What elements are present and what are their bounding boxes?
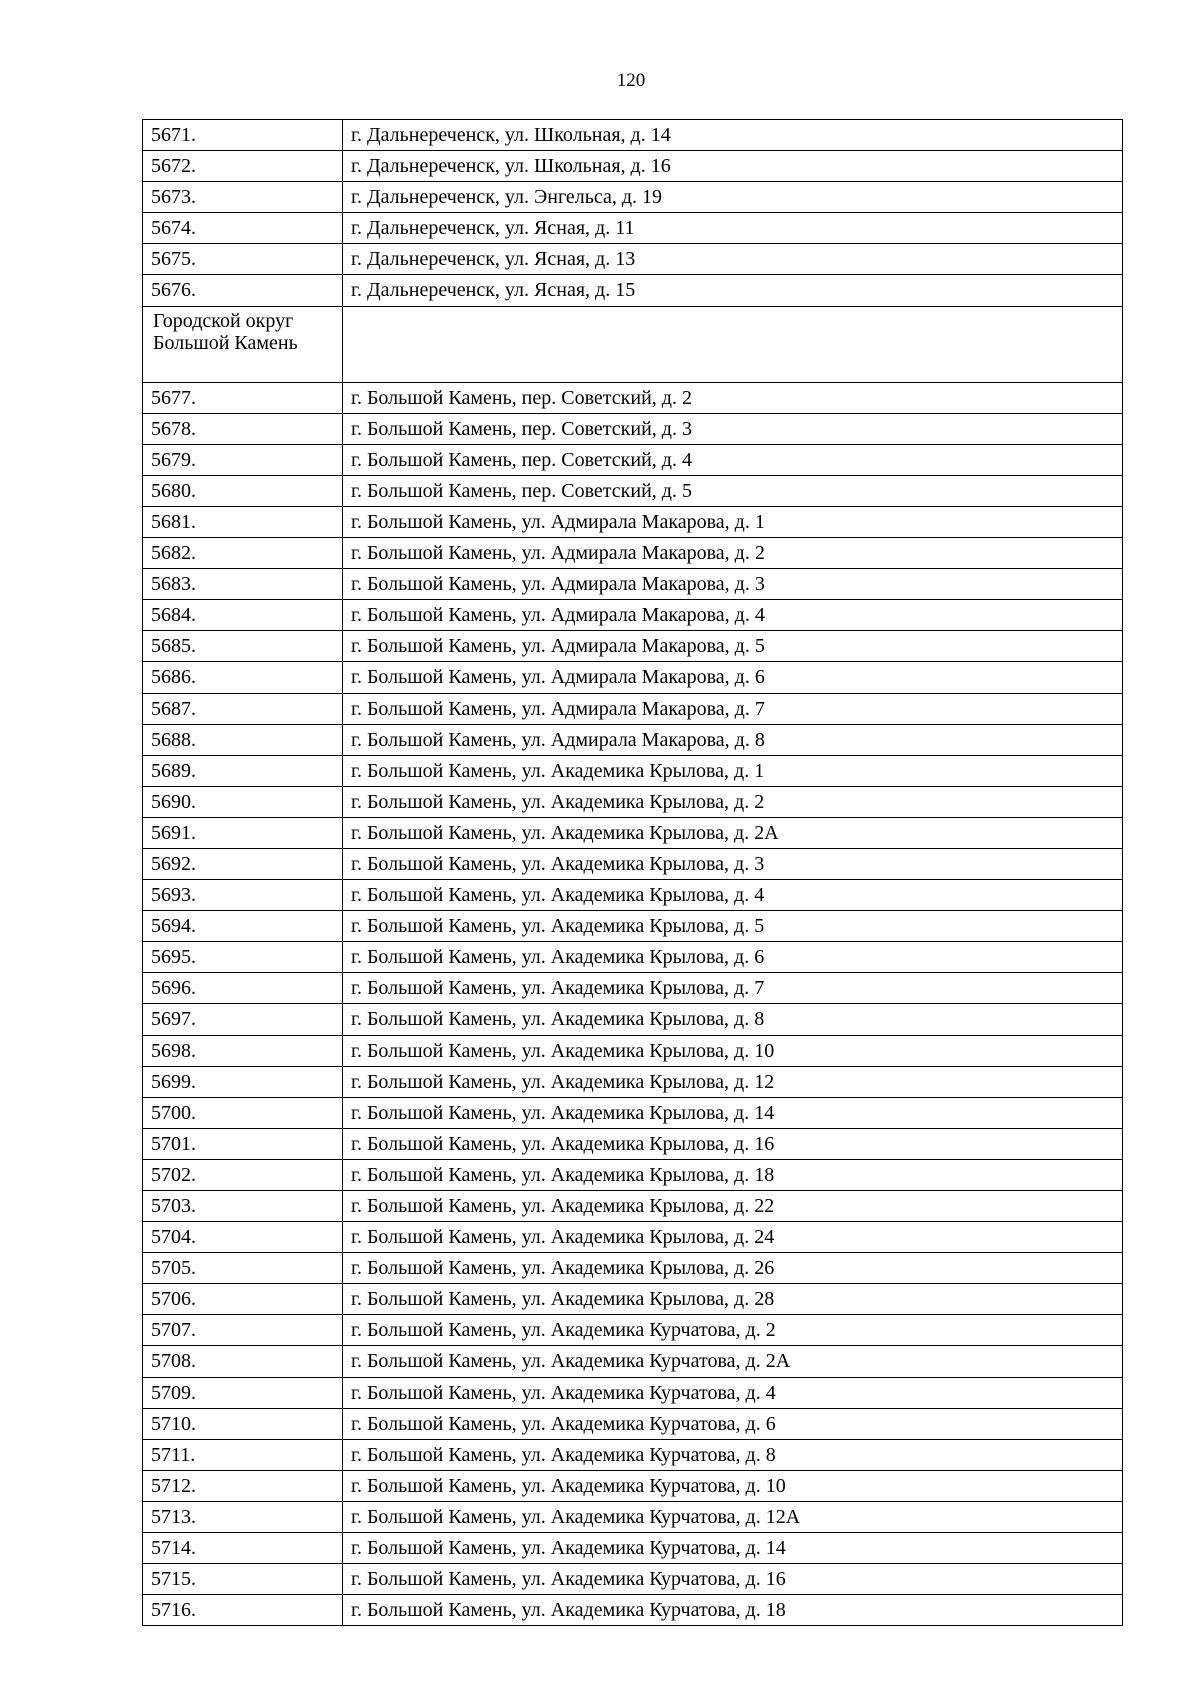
table-row xyxy=(143,1066,1123,1097)
row-number: 5703. xyxy=(143,1191,343,1222)
row-number: 5700. xyxy=(143,1097,343,1128)
row-number: 5710. xyxy=(143,1408,343,1439)
row-address: г. Большой Камень, ул. Адмирала Макарова, д. 1 xyxy=(343,506,1123,537)
row-number: 5681. xyxy=(143,506,343,537)
row-address: г. Большой Камень, ул. Академика Курчатова, д. 16 xyxy=(343,1564,1123,1595)
row-address: г. Большой Камень, ул. Академика Курчатова, д. 4 xyxy=(343,1377,1123,1408)
row-number: 5716. xyxy=(143,1595,343,1626)
row-address: г. Большой Камень, ул. Академика Курчатова, д. 10 xyxy=(343,1470,1123,1501)
row-address: г. Дальнереченск, ул. Школьная, д. 16 xyxy=(343,151,1123,182)
table-row xyxy=(143,182,1123,213)
address-table xyxy=(142,119,1123,1626)
row-number: 5711. xyxy=(143,1439,343,1470)
row-number: 5702. xyxy=(143,1159,343,1190)
row-address: г. Большой Камень, ул. Академика Крылова, д. 2А xyxy=(343,817,1123,848)
row-address: г. Большой Камень, пер. Советский, д. 5 xyxy=(343,475,1123,506)
row-address: г. Большой Камень, ул. Академика Курчатова, д. 2 xyxy=(343,1315,1123,1346)
row-number: 5705. xyxy=(143,1253,343,1284)
table-row xyxy=(143,1533,1123,1564)
table-row xyxy=(143,538,1123,569)
table-row xyxy=(143,600,1123,631)
table-row xyxy=(143,444,1123,475)
row-number: 5675. xyxy=(143,244,343,275)
table-row xyxy=(143,942,1123,973)
table-row xyxy=(143,1222,1123,1253)
row-address: г. Большой Камень, ул. Академика Крылова, д. 16 xyxy=(343,1128,1123,1159)
table-row xyxy=(143,911,1123,942)
table-row xyxy=(143,275,1123,306)
row-address: г. Большой Камень, ул. Академика Крылова, д. 3 xyxy=(343,848,1123,879)
row-number: 5692. xyxy=(143,848,343,879)
table-row xyxy=(143,244,1123,275)
row-address: г. Дальнереченск, ул. Энгельса, д. 19 xyxy=(343,182,1123,213)
row-address: г. Большой Камень, ул. Академика Крылова, д. 1 xyxy=(343,755,1123,786)
row-address: г. Большой Камень, ул. Академика Крылова, д. 7 xyxy=(343,973,1123,1004)
row-address: г. Большой Камень, ул. Академика Крылова, д. 5 xyxy=(343,911,1123,942)
row-address: г. Большой Камень, ул. Адмирала Макарова, д. 4 xyxy=(343,600,1123,631)
table-row xyxy=(143,1408,1123,1439)
table-row xyxy=(143,382,1123,413)
row-address: г. Большой Камень, ул. Адмирала Макарова, д. 8 xyxy=(343,724,1123,755)
table-row xyxy=(143,1346,1123,1377)
table-row xyxy=(143,1284,1123,1315)
table-row xyxy=(143,569,1123,600)
table-row xyxy=(143,1128,1123,1159)
row-number: 5713. xyxy=(143,1501,343,1532)
row-address: г. Большой Камень, ул. Академика Курчатова, д. 8 xyxy=(343,1439,1123,1470)
section-empty-cell xyxy=(343,306,1123,382)
table-row xyxy=(143,1315,1123,1346)
row-number: 5687. xyxy=(143,693,343,724)
table-row xyxy=(143,1595,1123,1626)
row-number: 5709. xyxy=(143,1377,343,1408)
table-row xyxy=(143,506,1123,537)
row-address: г. Дальнереченск, ул. Ясная, д. 13 xyxy=(343,244,1123,275)
row-number: 5694. xyxy=(143,911,343,942)
table-row xyxy=(143,151,1123,182)
table-row xyxy=(143,1564,1123,1595)
row-number: 5701. xyxy=(143,1128,343,1159)
row-number: 5671. xyxy=(143,120,343,151)
table-row xyxy=(143,1377,1123,1408)
row-number: 5698. xyxy=(143,1035,343,1066)
row-address: г. Большой Камень, ул. Академика Крылова, д. 22 xyxy=(343,1191,1123,1222)
row-address: г. Большой Камень, ул. Адмирала Макарова, д. 7 xyxy=(343,693,1123,724)
table-row xyxy=(143,880,1123,911)
table-row xyxy=(143,662,1123,693)
row-address: г. Большой Камень, ул. Адмирала Макарова, д. 6 xyxy=(343,662,1123,693)
row-number: 5689. xyxy=(143,755,343,786)
row-number: 5707. xyxy=(143,1315,343,1346)
table-row xyxy=(143,973,1123,1004)
row-address: г. Большой Камень, ул. Адмирала Макарова, д. 5 xyxy=(343,631,1123,662)
row-address: г. Большой Камень, ул. Адмирала Макарова, д. 3 xyxy=(343,569,1123,600)
table-row xyxy=(143,848,1123,879)
table-row xyxy=(143,786,1123,817)
table-row xyxy=(143,475,1123,506)
row-address: г. Большой Камень, ул. Академика Крылова, д. 10 xyxy=(343,1035,1123,1066)
row-number: 5706. xyxy=(143,1284,343,1315)
row-address: г. Большой Камень, ул. Академика Крылова, д. 28 xyxy=(343,1284,1123,1315)
table-row xyxy=(143,1439,1123,1470)
row-number: 5695. xyxy=(143,942,343,973)
row-address: г. Большой Камень, ул. Академика Крылова, д. 8 xyxy=(343,1004,1123,1035)
table-row xyxy=(143,1191,1123,1222)
table-body-before xyxy=(143,120,1123,307)
row-number: 5704. xyxy=(143,1222,343,1253)
row-address: г. Большой Камень, ул. Академика Курчатова, д. 2А xyxy=(343,1346,1123,1377)
row-address: г. Большой Камень, ул. Академика Крылова, д. 4 xyxy=(343,880,1123,911)
row-address: г. Большой Камень, пер. Советский, д. 4 xyxy=(343,444,1123,475)
row-address: г. Большой Камень, ул. Академика Курчатова, д. 6 xyxy=(343,1408,1123,1439)
table-row xyxy=(143,1004,1123,1035)
table-row xyxy=(143,1470,1123,1501)
row-number: 5678. xyxy=(143,413,343,444)
row-number: 5684. xyxy=(143,600,343,631)
row-address: г. Большой Камень, пер. Советский, д. 3 xyxy=(343,413,1123,444)
row-address: г. Большой Камень, ул. Академика Курчатова, д. 18 xyxy=(343,1595,1123,1626)
row-number: 5682. xyxy=(143,538,343,569)
row-number: 5714. xyxy=(143,1533,343,1564)
section-row xyxy=(143,306,1123,382)
table-row xyxy=(143,1253,1123,1284)
table-row xyxy=(143,817,1123,848)
row-number: 5680. xyxy=(143,475,343,506)
table-row xyxy=(143,413,1123,444)
table-row xyxy=(143,120,1123,151)
row-address: г. Дальнереченск, ул. Ясная, д. 15 xyxy=(343,275,1123,306)
row-number: 5686. xyxy=(143,662,343,693)
table-row xyxy=(143,724,1123,755)
row-number: 5673. xyxy=(143,182,343,213)
table-row xyxy=(143,755,1123,786)
row-number: 5696. xyxy=(143,973,343,1004)
row-address: г. Дальнереченск, ул. Ясная, д. 11 xyxy=(343,213,1123,244)
page-number: 120 xyxy=(616,70,646,91)
row-address: г. Большой Камень, ул. Академика Крылова, д. 26 xyxy=(343,1253,1123,1284)
row-number: 5715. xyxy=(143,1564,343,1595)
table-row xyxy=(143,693,1123,724)
row-number: 5688. xyxy=(143,724,343,755)
row-address: г. Большой Камень, ул. Академика Крылова, д. 18 xyxy=(343,1159,1123,1190)
row-number: 5683. xyxy=(143,569,343,600)
row-address: г. Большой Камень, пер. Советский, д. 2 xyxy=(343,382,1123,413)
row-number: 5674. xyxy=(143,213,343,244)
row-number: 5685. xyxy=(143,631,343,662)
row-number: 5679. xyxy=(143,444,343,475)
row-address: г. Большой Камень, ул. Адмирала Макарова, д. 2 xyxy=(343,538,1123,569)
table-row xyxy=(143,631,1123,662)
row-number: 5693. xyxy=(143,880,343,911)
row-number: 5691. xyxy=(143,817,343,848)
row-number: 5676. xyxy=(143,275,343,306)
section-body xyxy=(143,306,1123,382)
table-body-after xyxy=(143,382,1123,1626)
table-row xyxy=(143,1501,1123,1532)
row-number: 5677. xyxy=(143,382,343,413)
row-number: 5699. xyxy=(143,1066,343,1097)
row-number: 5690. xyxy=(143,786,343,817)
table-row xyxy=(143,213,1123,244)
row-number: 5672. xyxy=(143,151,343,182)
row-number: 5712. xyxy=(143,1470,343,1501)
row-number: 5708. xyxy=(143,1346,343,1377)
section-title: Городской округ Большой Камень xyxy=(143,306,343,382)
row-address: г. Большой Камень, ул. Академика Крылова, д. 24 xyxy=(343,1222,1123,1253)
table-row xyxy=(143,1159,1123,1190)
row-address: г. Большой Камень, ул. Академика Крылова, д. 12 xyxy=(343,1066,1123,1097)
row-number: 5697. xyxy=(143,1004,343,1035)
row-address: г. Большой Камень, ул. Академика Крылова, д. 14 xyxy=(343,1097,1123,1128)
table-row xyxy=(143,1035,1123,1066)
row-address: г. Большой Камень, ул. Академика Крылова, д. 6 xyxy=(343,942,1123,973)
row-address: г. Большой Камень, ул. Академика Курчатова, д. 14 xyxy=(343,1533,1123,1564)
row-address: г. Большой Камень, ул. Академика Курчатова, д. 12А xyxy=(343,1501,1123,1532)
row-address: г. Большой Камень, ул. Академика Крылова, д. 2 xyxy=(343,786,1123,817)
table-row xyxy=(143,1097,1123,1128)
row-address: г. Дальнереченск, ул. Школьная, д. 14 xyxy=(343,120,1123,151)
